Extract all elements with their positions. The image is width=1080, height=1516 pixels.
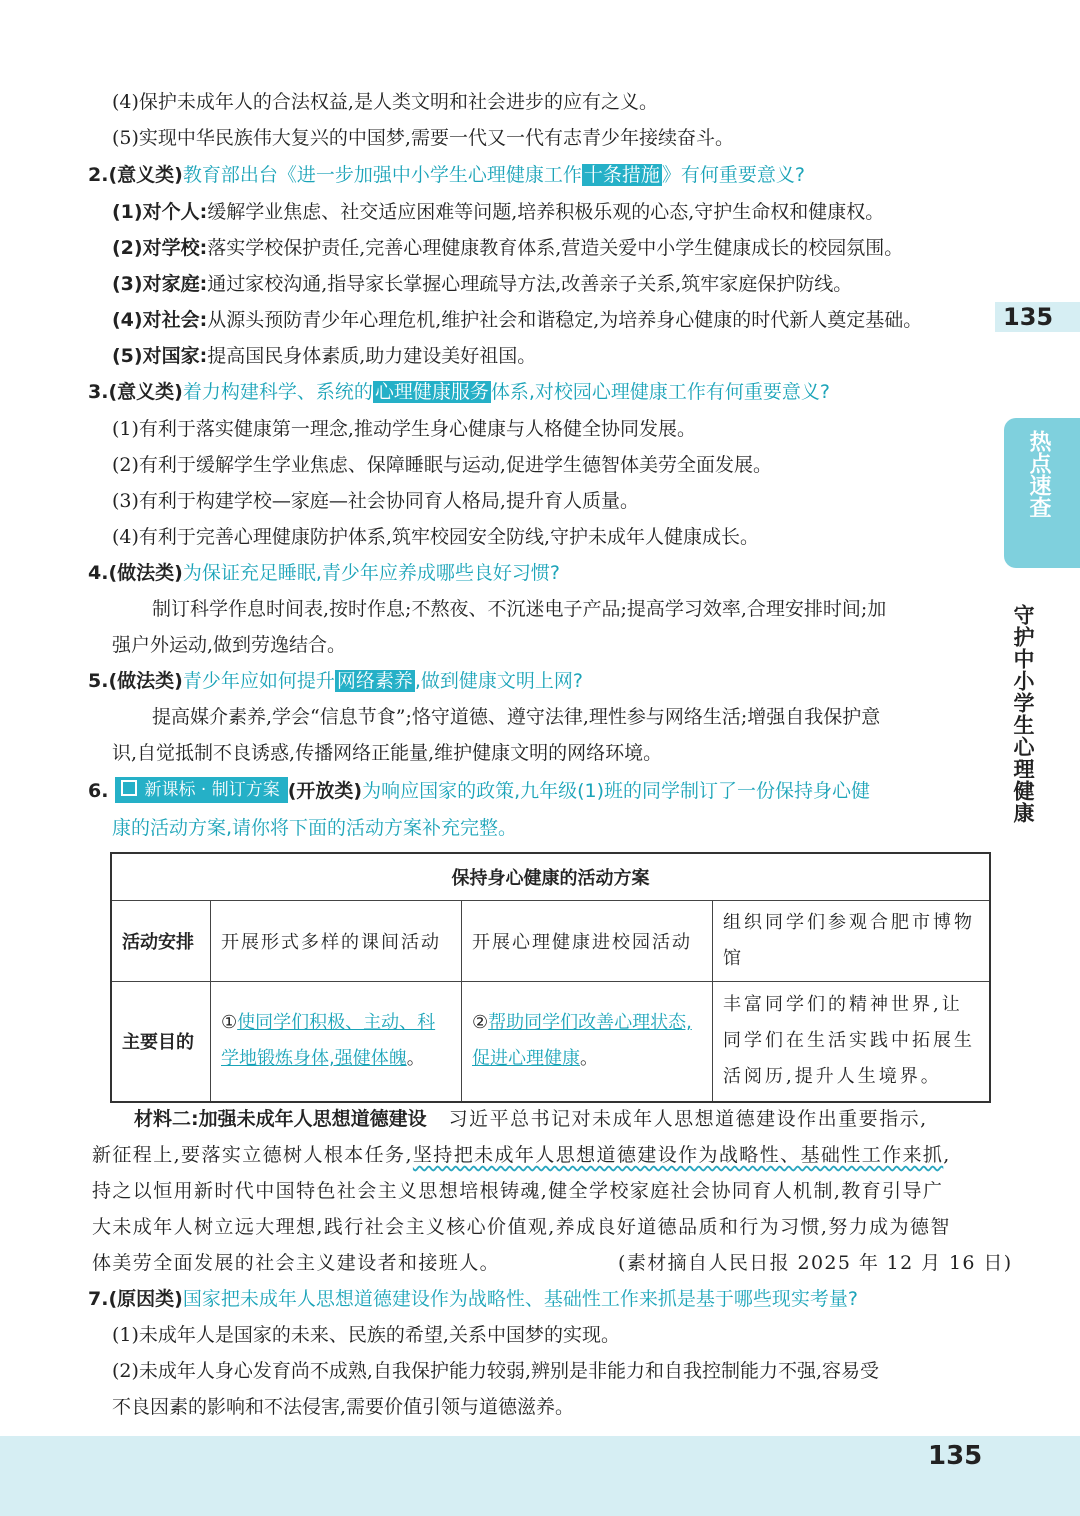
table-row xyxy=(111,982,990,1102)
material-line: 大未成年人树立远大理想,践行社会主义核心价值观,养成良好道德品质和行为习惯,努力成为德智 xyxy=(92,1216,951,1238)
answer-item: (2)有利于缓解学生学业焦虑、保障睡眠与运动,促进学生德智体美劳全面发展。 xyxy=(112,454,772,476)
table-row xyxy=(111,901,990,982)
question-4 xyxy=(88,555,560,591)
answer-item: 不良因素的影响和不法侵害,需要价值引领与道德滋养。 xyxy=(112,1396,575,1418)
material-label: 材料二:加强未成年人思想道德建设 xyxy=(134,1108,427,1130)
answer-mark: ① xyxy=(221,1012,238,1034)
question-number: 6. xyxy=(88,780,109,802)
answer-label: (4)对社会: xyxy=(112,309,208,331)
table-cell: 开展心理健康进校园活动 xyxy=(462,901,713,982)
badge-label: 新课标 · 制订方案 xyxy=(144,780,280,800)
text-line: (5)实现中华民族伟大复兴的中国梦,需要一代又一代有志青少年接续奋斗。 xyxy=(112,127,734,149)
question-text: 教育部出台《进一步加强中小学生心理健康工作 xyxy=(182,164,582,186)
table-cell: 开展形式多样的课间活动 xyxy=(211,901,462,982)
answer-mark: ② xyxy=(472,1012,489,1034)
question-text: 体系,对校园心理健康工作有何重要意义? xyxy=(490,381,830,403)
question-category: (做法类) xyxy=(108,670,183,692)
answer-fill: 使同学们积极、主动、科学地锻炼身体,强健体魄 xyxy=(221,1012,436,1070)
answer-cell xyxy=(462,982,713,1102)
material-line: 持之以恒用新时代中国特色社会主义思想培根铸魂,健全学校家庭社会协同育人机制,教育引导广 xyxy=(92,1180,944,1202)
table-cell: 组织同学们参观合肥市博物馆 xyxy=(713,901,991,982)
table-cell: 丰富同学们的精神世界,让同学们在生活实践中拓展生活阅历,提升人生境界。 xyxy=(713,982,991,1102)
question-6 xyxy=(88,773,870,809)
question-text: 国家把未成年人思想道德建设作为战略性、基础性工作来抓是基于哪些现实考量? xyxy=(182,1288,858,1310)
section-tab-label: 热点速查 xyxy=(1026,430,1051,518)
answer-item: (1)有利于落实健康第一理念,推动学生身心健康与人格健全协同发展。 xyxy=(112,418,696,440)
answer-item: (1)未成年人是国家的未来、民族的希望,关系中国梦的实现。 xyxy=(112,1324,620,1346)
answer-label: (5)对国家: xyxy=(112,345,208,367)
answer-item xyxy=(112,266,852,302)
question-category: (原因类) xyxy=(108,1288,183,1310)
question-number: 2. xyxy=(88,164,109,186)
question-number: 5. xyxy=(88,670,109,692)
question-7 xyxy=(88,1281,858,1317)
section-tab[interactable] xyxy=(1004,418,1080,568)
keyword-highlight: 网络素养 xyxy=(336,670,413,692)
question-text: 》有何重要意义? xyxy=(661,164,805,186)
material-line: 体美劳全面发展的社会主义建设者和接班人。 xyxy=(92,1252,501,1274)
question-text: 为响应国家的政策,九年级(1)班的同学制订了一份保持身心健 xyxy=(362,780,871,802)
question-category: (意义类) xyxy=(108,164,183,186)
answer-label: (2)对学校: xyxy=(112,237,208,259)
answer-fill: 帮助同学们改善心理状态,促进心理健康 xyxy=(472,1012,692,1070)
text-line: (4)保护未成年人的合法权益,是人类文明和社会进步的应有之义。 xyxy=(112,91,658,113)
answer-text: 通过家校沟通,指导家长掌握心理疏导方法,改善亲子关系,筑牢家庭保护防线。 xyxy=(207,273,853,295)
answer-item: (2)未成年人身心发育尚不成熟,自我保护能力较弱,辨别是非能力和自我控制能力不强,容易受 xyxy=(112,1360,880,1382)
question-text: 着力构建科学、系统的 xyxy=(182,381,373,403)
activity-plan-table xyxy=(110,852,991,1103)
question-2 xyxy=(88,157,805,193)
edit-icon xyxy=(121,780,137,796)
material-key-sentence: 坚持把未成年人思想道德建设作为战略性、基础性工作来抓 xyxy=(412,1144,944,1166)
page-footer xyxy=(0,1436,1080,1516)
answer-text: 从源头预防青少年心理危机,维护社会和谐稳定,为培养身心健康的时代新人奠定基础。 xyxy=(207,309,923,331)
question-5 xyxy=(88,663,583,699)
answer-text: 强户外运动,做到劳逸结合。 xyxy=(112,634,347,656)
page-number: 135 xyxy=(928,1441,983,1471)
question-number: 3. xyxy=(88,381,109,403)
answer-item xyxy=(112,302,922,338)
answer-text: 提高媒介素养,学会“信息节食”;恪守道德、遵守法律,理性参与网络生活;增强自我保护意 xyxy=(152,706,881,728)
row-label: 主要目的 xyxy=(111,982,211,1102)
answer-text: 提高国民身体素质,助力建设美好祖国。 xyxy=(207,345,537,367)
keyword-highlight: 心理健康服务 xyxy=(374,381,489,403)
chapter-title: 守护中小学生心理健康 xyxy=(1011,604,1035,824)
question-text: 康的活动方案,请你将下面的活动方案补充完整。 xyxy=(112,817,518,839)
material-line xyxy=(134,1101,928,1137)
material-text: 新征程上,要落实立德树人根本任务, xyxy=(92,1144,413,1166)
table-title: 保持身心健康的活动方案 xyxy=(111,853,990,901)
answer-text: 缓解学业焦虑、社交适应困难等问题,培养积极乐观的心态,守护生命权和健康权。 xyxy=(207,201,885,223)
material-text: 习近平总书记对未成年人思想道德建设作出重要指示, xyxy=(448,1108,928,1130)
keyword-highlight: 十条措施 xyxy=(583,164,660,186)
row-label: 活动安排 xyxy=(111,901,211,982)
question-number: 7. xyxy=(88,1288,109,1310)
answer-item xyxy=(112,338,536,374)
answer-label: (3)对家庭: xyxy=(112,273,208,295)
question-text: 为保证充足睡眠,青少年应养成哪些良好习惯? xyxy=(182,562,560,584)
answer-item: (3)有利于构建学校—家庭—社会协同育人格局,提升育人质量。 xyxy=(112,490,639,512)
page-number-tab xyxy=(995,302,1080,332)
page-number-side: 135 xyxy=(1003,303,1054,331)
answer-period: 。 xyxy=(580,1048,598,1070)
table-row xyxy=(111,853,990,901)
answer-text: 识,自觉抵制不良诱惑,传播网络正能量,维护健康文明的网络环境。 xyxy=(112,742,663,764)
answer-cell xyxy=(211,982,462,1102)
question-text: 青少年应如何提升 xyxy=(182,670,335,692)
answer-label: (1)对个人: xyxy=(112,201,208,223)
answer-text: 制订科学作息时间表,按时作息;不熬夜、不沉迷电子产品;提高学习效率,合理安排时间;加 xyxy=(152,598,887,620)
answer-item xyxy=(112,194,884,230)
question-category: (意义类) xyxy=(108,381,183,403)
question-category: (做法类) xyxy=(108,562,183,584)
material-line xyxy=(92,1137,951,1173)
new-curriculum-badge xyxy=(115,777,288,803)
question-category: (开放类) xyxy=(287,780,363,802)
question-3 xyxy=(88,374,830,410)
material-text: , xyxy=(943,1144,951,1166)
answer-item xyxy=(112,230,903,266)
answer-text: 落实学校保护责任,完善心理健康教育体系,营造关爱中小学生健康成长的校园氛围。 xyxy=(207,237,904,259)
question-number: 4. xyxy=(88,562,109,584)
answer-item: (4)有利于完善心理健康防护体系,筑牢校园安全防线,守护未成年人健康成长。 xyxy=(112,526,759,548)
material-source: (素材摘自人民日报 2025 年 12 月 16 日) xyxy=(618,1252,1013,1274)
question-text: ,做到健康文明上网? xyxy=(414,670,583,692)
answer-period: 。 xyxy=(406,1048,425,1070)
